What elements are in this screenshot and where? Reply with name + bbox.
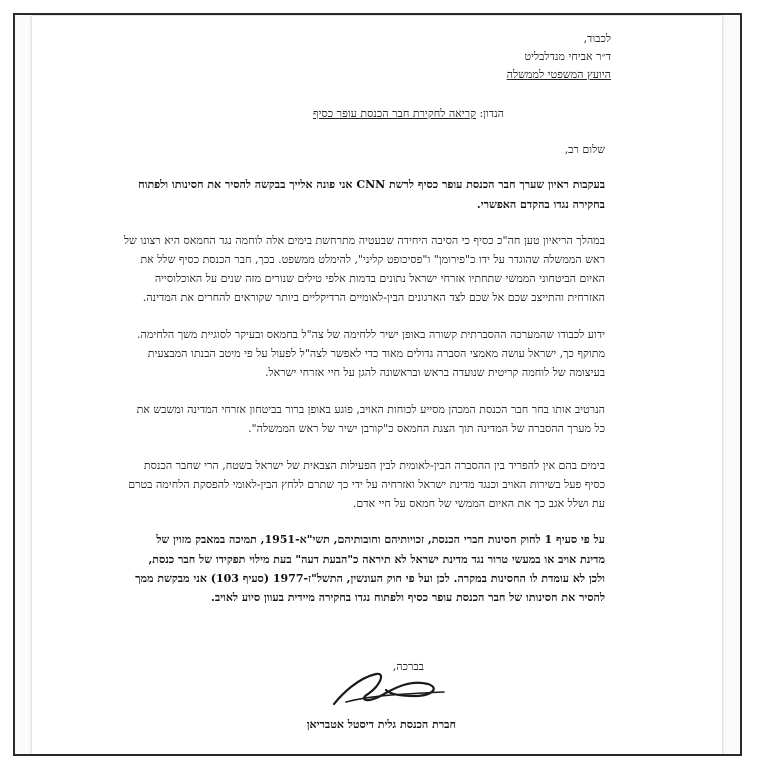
paragraph-line: מתוקף כך, ישראל עושה מאמצי הסברה גדולים מאוד כדי לאפשר לצה"ל לפעול על פי מיטב הבנתו המבצעית [147,347,605,360]
paragraph-line: להסיר את חסינותו של חבר הכנסת עופר כסיף ולפתוח נגדו בחקירה מיידית בעוון סיוע לאויב. [211,591,605,604]
paragraph-line: כסיף פעל בשירות האויב וכנגד מדינת ישראל ואזרחיה על ידי כך שתרם ללחץ הבין-לאומי להפסקת הלחימה בטרם [128,478,605,491]
addressee-title: היועץ המשפטי לממשלה [506,68,611,81]
signature-name: חברת הכנסת גלית דיסטל אטבריאן [306,718,456,731]
paragraph-line: ידוע לכבודו שהמערכה ההסברתית קשורה באופן ישיר ללחימה של צה"ל בחמאס ובעיקר לסוגיית משך הלחימה. [137,328,605,341]
paragraph-line: ראש הממשלה שהוגדר על ידו כ"פירומן" ו"פסיכופט קליני", להימלט ממשפט. בכך, חבר הכנסת כסיף שלל את [140,253,605,266]
paragraph-line: על פי סעיף 1 לחוק חסינות חברי הכנסת, זכויותיהם וחובותיהם, תשי"א-1951, תמיכה במאבק מזוין של [156,533,605,546]
paragraph-line: עת ושלל אגב כך את האיום הממשי של חמאס על חיי אדם. [352,497,605,510]
paragraph-line: האיום הביטחוני הממשי שתחתיו אזרחי ישראל נתונים בדמות אלפי טילים שנורים מזה שנים על האוכלוסייה [154,272,605,285]
paragraph-line: מדינת אויב או במעשי טרור נגד מדינת ישראל לא תיראה כ"הבעת דעה" בעת מילוי תפקידו של חבר כנסת, [148,553,605,566]
addressee-name: ד״ר אביחי מנדלבליט [524,50,611,63]
greeting: שלום רב, [564,143,605,156]
closing: בברכה, [392,660,424,673]
paragraph-line: בעקבות ראיון שערך חבר הכנסת עופר כסיף לרשת CNN אני פונה אלייך בבקשה להסיר את חסינותו ולפתוח [138,178,605,191]
paragraph-line: האזרחית והתייצב שכם אל שכם לצד הארגונים הבין-לאומיים הרדיקליים ביותר שקוראים להחרים את המדינה. [142,291,605,304]
paragraph-line: במהלך הריאיון טען חה"כ כסיף כי הסיבה היחידה שבעטיה מתרחשת בימים אלה לוחמה נגד החמאס היא רצונו של [123,234,605,247]
paragraph-line: בימים בהם אין להפריד בין ההסברה הבין-לאומית לבין הפעילות הצבאית של ישראל בשטח, הרי שחבר הכנסת [143,459,605,472]
letter-page [32,16,722,754]
subject-text: קריאה לחקירת חבר הכנסת עופר כסיף [312,107,476,120]
handwritten-signature [328,664,454,712]
subject-line [313,107,504,120]
subject-label: הנדון: [479,107,504,120]
paragraph-line: בחקירה נגדו בהקדם האפשרי. [476,198,605,211]
paragraph-line: ולכן לא עומדת לו החסינות במקרה. לכן ועל פי חוק העונשין, התשל"ז-1977 (סעיף 103) אני מבקשת ממך [135,572,605,585]
addressee-salutation: לכבוד, [583,32,611,45]
paragraph-line: כל מערך ההסברה של המדינה תוך הצגת החמאס כ"קורבן ישיר של ראש הממשלה". [248,422,605,435]
paragraph-line: בעיצומה של לוחמה קריטית שנועדה בראש ובראשונה להגן על חיי אזרחי ישראל. [264,366,605,379]
paragraph-line: הנרטיב אותו בחר חבר הכנסת המכהן מסייע לכוחות האויב, פוגע באופן ברור בביטחון אזרחי המדינה ומשבש את [136,403,605,416]
